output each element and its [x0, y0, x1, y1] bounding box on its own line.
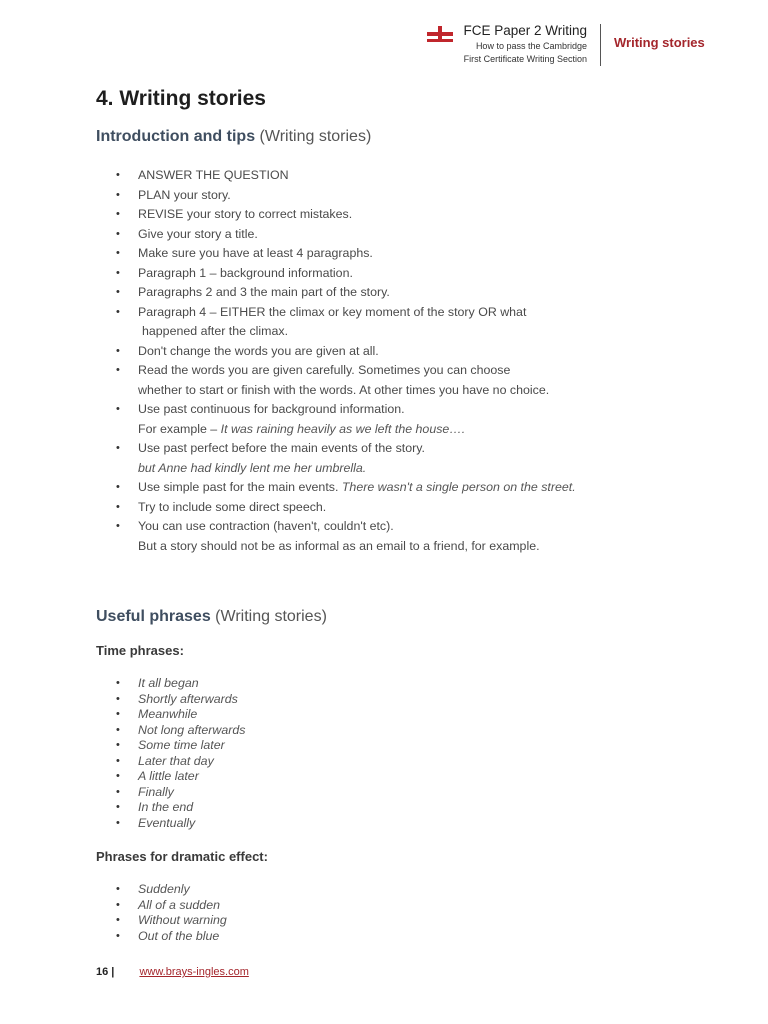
tip-example: It was raining heavily as we left the house….: [220, 421, 466, 436]
phrase-text: Meanwhile: [138, 707, 198, 721]
tip-text: PLAN your story.: [138, 187, 231, 202]
time-phrases-heading: Time phrases:: [96, 643, 184, 658]
phrase-text: In the end: [138, 800, 194, 814]
tip-item: [96, 303, 716, 342]
header-subtitle-2: First Certificate Writing Section: [463, 54, 587, 64]
phrase-text: A little later: [138, 769, 199, 783]
phrase-item: [96, 769, 716, 785]
tip-text: Use past continuous for background information.: [138, 402, 405, 416]
bullet-icon: •: [116, 520, 120, 532]
tip-item: [96, 225, 716, 245]
tip-item: [96, 166, 716, 186]
bullet-icon: •: [116, 898, 120, 911]
bullet-icon: •: [116, 929, 120, 942]
bullet-icon: •: [116, 914, 120, 926]
dramatic-phrases-list: [96, 882, 716, 944]
dramatic-phrases-heading: Phrases for dramatic effect:: [96, 849, 268, 864]
bullet-icon: •: [116, 305, 120, 318]
bullet-icon: •: [116, 247, 120, 259]
tip-text: Don't change the words you are given at all.: [138, 343, 379, 358]
tip-item: [96, 478, 716, 498]
useful-heading: [96, 606, 716, 628]
bullet-icon: •: [116, 481, 120, 493]
phrase-item: [96, 816, 716, 832]
time-phrases-list: [96, 676, 716, 831]
tips-list: [96, 166, 716, 556]
bullet-icon: •: [116, 286, 120, 298]
bullet-icon: •: [116, 344, 120, 357]
tip-example: but Anne had kindly lent me her umbrella.: [138, 460, 367, 475]
bullet-icon: •: [116, 708, 120, 720]
phrase-item: [96, 898, 716, 914]
phrase-text: Finally: [138, 784, 174, 799]
bullet-icon: •: [116, 785, 120, 798]
phrase-text: Shortly afterwards: [138, 691, 238, 706]
tip-text: Make sure you have at least 4 paragraphs.: [138, 246, 373, 260]
phrase-text: Without warning: [138, 913, 227, 927]
tip-text-continued: [138, 420, 716, 440]
website-link[interactable]: www.brays-ingles.com: [139, 966, 249, 978]
phrase-item: [96, 738, 716, 754]
phrase-text: Out of the blue: [138, 928, 220, 943]
tip-text: Paragraph 1 – background information.: [138, 265, 353, 280]
phrase-text: Not long afterwards: [138, 722, 246, 737]
phrase-item: [96, 754, 716, 770]
tip-text: Use simple past for the main events.: [138, 480, 342, 494]
page-footer: [96, 966, 249, 978]
phrase-item: [96, 785, 716, 801]
tip-item: [96, 205, 716, 225]
tip-text-continued: happened after the climax.: [142, 324, 289, 338]
tip-example: There wasn't a single person on the street.: [341, 480, 576, 494]
phrase-item: [96, 723, 716, 739]
tip-item: [96, 517, 716, 556]
bullet-icon: •: [116, 403, 120, 415]
phrase-item: [96, 800, 716, 816]
tip-text: Paragraph 4 – EITHER the climax or key moment of the story OR what: [138, 304, 527, 319]
phrase-item: [96, 676, 716, 692]
phrase-text: Later that day: [138, 753, 214, 768]
tip-example-intro: For example –: [138, 421, 221, 436]
phrase-item: [96, 929, 716, 945]
intro-heading-light: (Writing stories): [259, 128, 372, 145]
bullet-icon: •: [116, 739, 120, 751]
header-section-title: Writing stories: [614, 35, 705, 50]
page-header: [0, 22, 768, 68]
page-content: [96, 84, 716, 944]
bullet-icon: •: [116, 801, 120, 813]
tip-item: [96, 186, 716, 206]
bullet-icon: •: [116, 692, 120, 705]
bullet-icon: •: [116, 754, 120, 767]
tip-item: [96, 498, 716, 518]
bullet-icon: •: [116, 442, 120, 454]
tip-text: Read the words you are given carefully. Sometimes you can choose: [138, 363, 511, 377]
phrase-text: Some time later: [138, 738, 225, 752]
header-subtitle-1: How to pass the Cambridge: [475, 41, 587, 51]
tip-text: Use past perfect before the main events of the story.: [138, 441, 425, 455]
phrase-item: [96, 882, 716, 898]
tip-text: ANSWER THE QUESTION: [138, 168, 289, 182]
tip-item: [96, 264, 716, 284]
tip-item: [96, 244, 716, 264]
tip-text: Try to include some direct speech.: [138, 499, 327, 514]
page-number: 16 |: [96, 966, 115, 978]
useful-heading-bold: Useful phrases: [96, 608, 211, 625]
phrase-text: All of a sudden: [138, 897, 220, 912]
header-title: FCE Paper 2 Writing: [463, 23, 587, 38]
tip-item: [96, 361, 716, 400]
bullet-icon: •: [116, 227, 120, 240]
phrase-item: [96, 913, 716, 929]
tip-text: REVISE your story to correct mistakes.: [138, 207, 353, 221]
bullet-icon: •: [116, 208, 120, 220]
bullet-icon: •: [116, 364, 120, 376]
intro-heading: [96, 126, 716, 148]
bullet-icon: •: [116, 770, 120, 782]
bullet-icon: •: [116, 723, 120, 736]
tip-text: Give your story a title.: [138, 226, 258, 241]
bullet-icon: •: [116, 266, 120, 279]
phrase-text: Suddenly: [138, 882, 190, 896]
tip-item: [96, 283, 716, 303]
tip-text-continued: whether to start or finish with the words. At other times you have no choice.: [138, 382, 550, 397]
bullet-icon: •: [116, 188, 120, 201]
header-divider: [600, 24, 601, 66]
tip-item: [96, 400, 716, 439]
bullet-icon: •: [116, 169, 120, 181]
bullet-icon: •: [116, 816, 120, 829]
phrase-item: [96, 692, 716, 708]
tip-text: You can use contraction (haven't, couldn't etc).: [138, 519, 394, 533]
page-title: 4. Writing stories: [96, 87, 266, 110]
useful-heading-light: (Writing stories): [215, 608, 327, 625]
phrase-text: It all began: [138, 676, 199, 690]
tip-text: Paragraphs 2 and 3 the main part of the story.: [138, 285, 390, 299]
phrase-item: [96, 707, 716, 723]
phrase-text: Eventually: [138, 815, 196, 830]
bullet-icon: •: [116, 677, 120, 689]
flag-icon: [427, 26, 453, 42]
tip-text-continued: But a story should not be as informal as an email to a friend, for example.: [138, 538, 540, 553]
tip-item: [96, 439, 716, 478]
bullet-icon: •: [116, 883, 120, 895]
tip-item: [96, 342, 716, 362]
bullet-icon: •: [116, 500, 120, 513]
intro-heading-bold: Introduction and tips: [96, 128, 256, 145]
